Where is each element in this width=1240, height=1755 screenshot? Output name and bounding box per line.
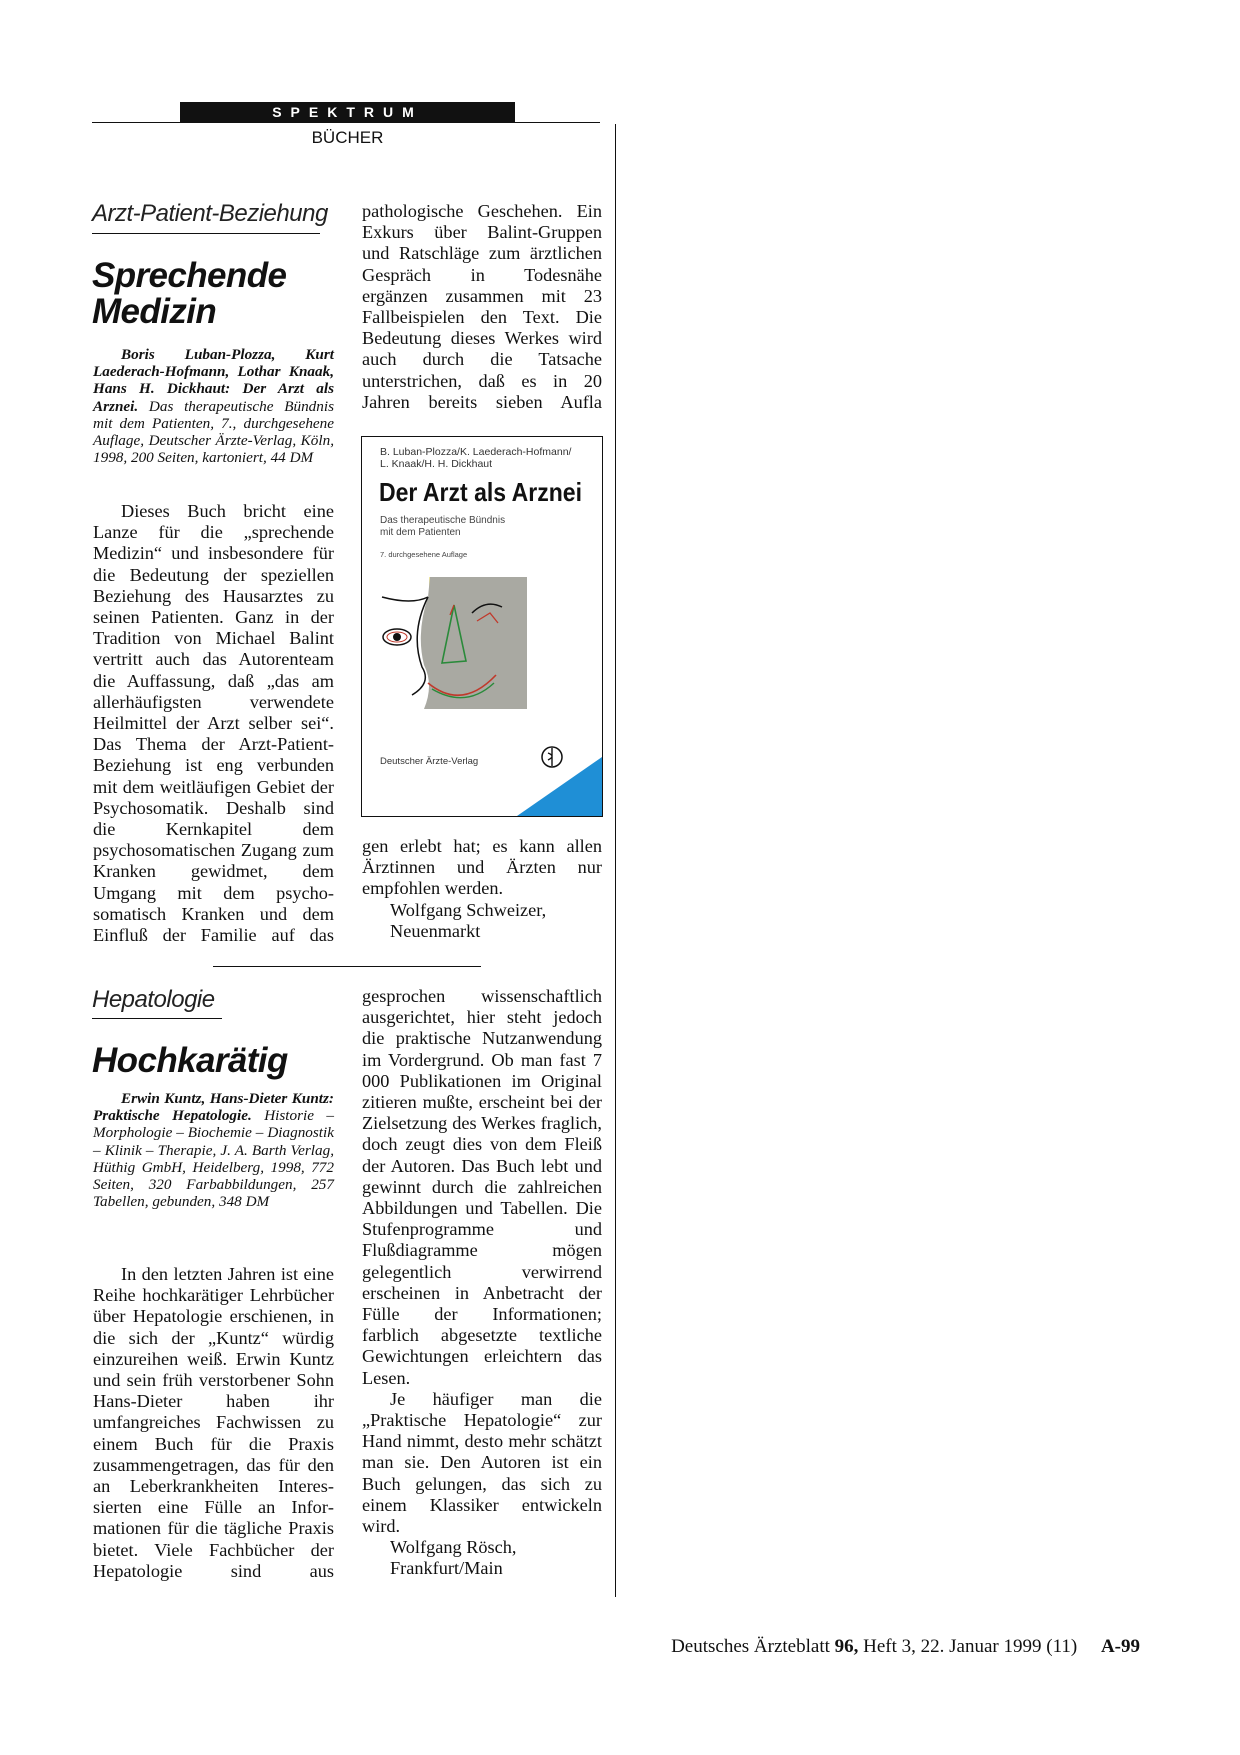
article1-column1 — [93, 501, 334, 946]
article2-signature-place: Frankfurt/Main — [390, 1558, 503, 1579]
article2-rubric: Hepatologie — [92, 986, 215, 1013]
article1-headline — [92, 258, 286, 330]
article1-headline-line2: Medizin — [92, 292, 217, 331]
article2-biblio-details: Historie – Morphologie – Biochemie – Diagnostik – Klinik – Therapie, J. A. Barth Verlag, Hüthig GmbH, Heidelberg, 1998, 772 Seiten, 320 Farbabbildungen, 257 Tabellen, gebunden, 348 DM — [93, 1107, 334, 1211]
article1-biblio-authors: Boris Luban-Plozza, Kurt Laederach-Hofmann, Lothar Knaak, Hans H. Dickhaut: Der Arzt als Arznei. — [93, 346, 334, 415]
article1-headline-line1: Sprechende — [92, 256, 287, 295]
footer-volume: 96, — [834, 1636, 859, 1657]
article1-column2-bottom — [362, 836, 602, 942]
article1-col1-paragraph: Dieses Buch bricht eine Lanze für die „sprechende Medizin“ und insbesondere für die Bedeutung der speziellen Beziehung des Hausarztes zu seinen Patienten. Ganz in der Tradition von Michael Balint vertritt auch das Autorenteam die Auffassung, daß „das am allerhäufigsten verwendete Heilmittel der Arzt selber sei“. Das Thema der Arzt-Patient-Beziehung ist eng verbunden mit dem weitläufigen Gebiet der Psychosomatik. Deshalb sind die Kernkapitel dem psychosomatischen Zugang zum Kranken gewidmet, dem Umgang mit dem psychosomatisch Kranken und dem Einfluß der Familie auf das — [93, 501, 334, 946]
footer-journal: Deutsches Ärzteblatt — [671, 1636, 835, 1657]
footer-page-number: A-99 — [1100, 1636, 1140, 1657]
article2-headline: Hochkarätig — [92, 1041, 288, 1080]
article1-col2-paragraph-top: pathologische Geschehen. Ein Exkurs über Balint-Gruppen und Ratschläge zum ärztlichen Gespräch in Todesnähe ergänzen zusammen mit 23 Fallbeispielen den Text. Die Bedeutung dieses Werkes wird auch durch die Tatsache unterstrichen, daß es in 20 Jahren bereits sieben Aufla — [362, 201, 602, 412]
article-separator — [213, 966, 481, 967]
cover-subtitle-line1: Das therapeutische Bündnis — [380, 515, 506, 526]
article2-col1-paragraph: In den letzten Jahren ist eine Reihe hochkarätiger Lehrbücher über Hepatologie erschienen, in die sich der „Kuntz“ würdig einzureihen weiß. Erwin Kuntz und sein früh verstorbener Sohn Hans-Dieter haben ihr umfangreiches Fachwissen zu einem Buch für die Praxis zusammengetragen, das für den an Leberkrankheiten Interessierten eine Fülle an Informationen für die tägliche Praxis bietet. Viele Fachbücher der Hepatologie sind aus — [93, 1264, 334, 1581]
article2-col2-paragraph2: Je häufiger man die „Praktische Hepatologie“ zur Hand nimmt, desto mehr schätzt man sie. Den Autoren ist ein Buch gelungen, das sich zu einem Klassiker entwickeln wird. — [362, 1388, 602, 1537]
page-footer — [620, 1636, 1140, 1658]
cover-publisher: Deutscher Ärzte-Verlag — [380, 756, 479, 767]
article1-rubric: Arzt-Patient-Beziehung — [92, 200, 328, 227]
cover-edition: 7. durchgesehene Auflage — [380, 550, 468, 559]
article2-signature-name: Wolfgang Rösch, — [390, 1537, 517, 1558]
article1-biblio-details: Das therapeutische Bündnis mit dem Patienten, 7., durchgesehene Auflage, Deutscher Ärzte-Verlag, Köln, 1998, 200 Seiten, kartoniert, 44 DM — [93, 397, 334, 467]
article2-biblio-authors: Erwin Kuntz, Hans-Dieter Kuntz: Praktische Hepatologie. — [93, 1090, 334, 1125]
article1-signature-name: Wolfgang Schweizer, — [390, 899, 547, 920]
article2-rubric-rule — [92, 1018, 222, 1019]
article2-col2-paragraph1: gesprochen wissenschaftlich ausgerichtet, hier steht jedoch die praktische Nutzanwendung im Vordergrund. Ob man fast 7 000 Publikationen im Original zitieren mußte, erscheint bei der Zielsetzung des Werkes fraglich, doch zeugt dies von dem Fleiß der Autoren. Das Buch lebt und gewinnt durch die zahlreichen Abbildungen und Tabellen. Die Stufenprogramme und Flußdiagramme mögen gelegentlich verwirrend erscheinen in Anbetracht der Fülle der Informationen; farblich abgesetzte textliche Gewichtungen erleichtern das Lesen. — [362, 986, 602, 1388]
section-title: SPEKTRUM — [272, 104, 423, 120]
header-rule — [92, 122, 600, 123]
article1-col2-paragraph-bottom: gen erlebt hat; es kann allen Ärztinnen und Ärzten nur empfohlen werden. — [362, 836, 602, 899]
cover-authors-line2: L. Knaak/H. H. Dickhaut — [380, 458, 493, 470]
column-rule — [615, 124, 616, 1597]
article2-column2 — [362, 986, 602, 1580]
cover-subtitle-line2: mit dem Patienten — [380, 527, 461, 538]
cover-authors-line1: B. Luban-Plozza/K. Laederach-Hofmann/ — [380, 446, 572, 458]
cover-title: Der Arzt als Arznei — [379, 477, 582, 507]
article2-column1 — [93, 1264, 334, 1582]
book-cover-art — [362, 437, 602, 816]
book-cover — [361, 436, 603, 817]
article1-rubric-rule — [92, 233, 320, 234]
article1-bibliography — [93, 346, 334, 466]
article1-signature-place: Neuenmarkt — [390, 920, 481, 941]
subsection-title: BÜCHER — [311, 128, 384, 147]
article2-bibliography — [93, 1090, 334, 1210]
article1-column2-top — [362, 201, 602, 413]
footer-issue: Heft 3, 22. Januar 1999 (11) — [858, 1636, 1078, 1657]
